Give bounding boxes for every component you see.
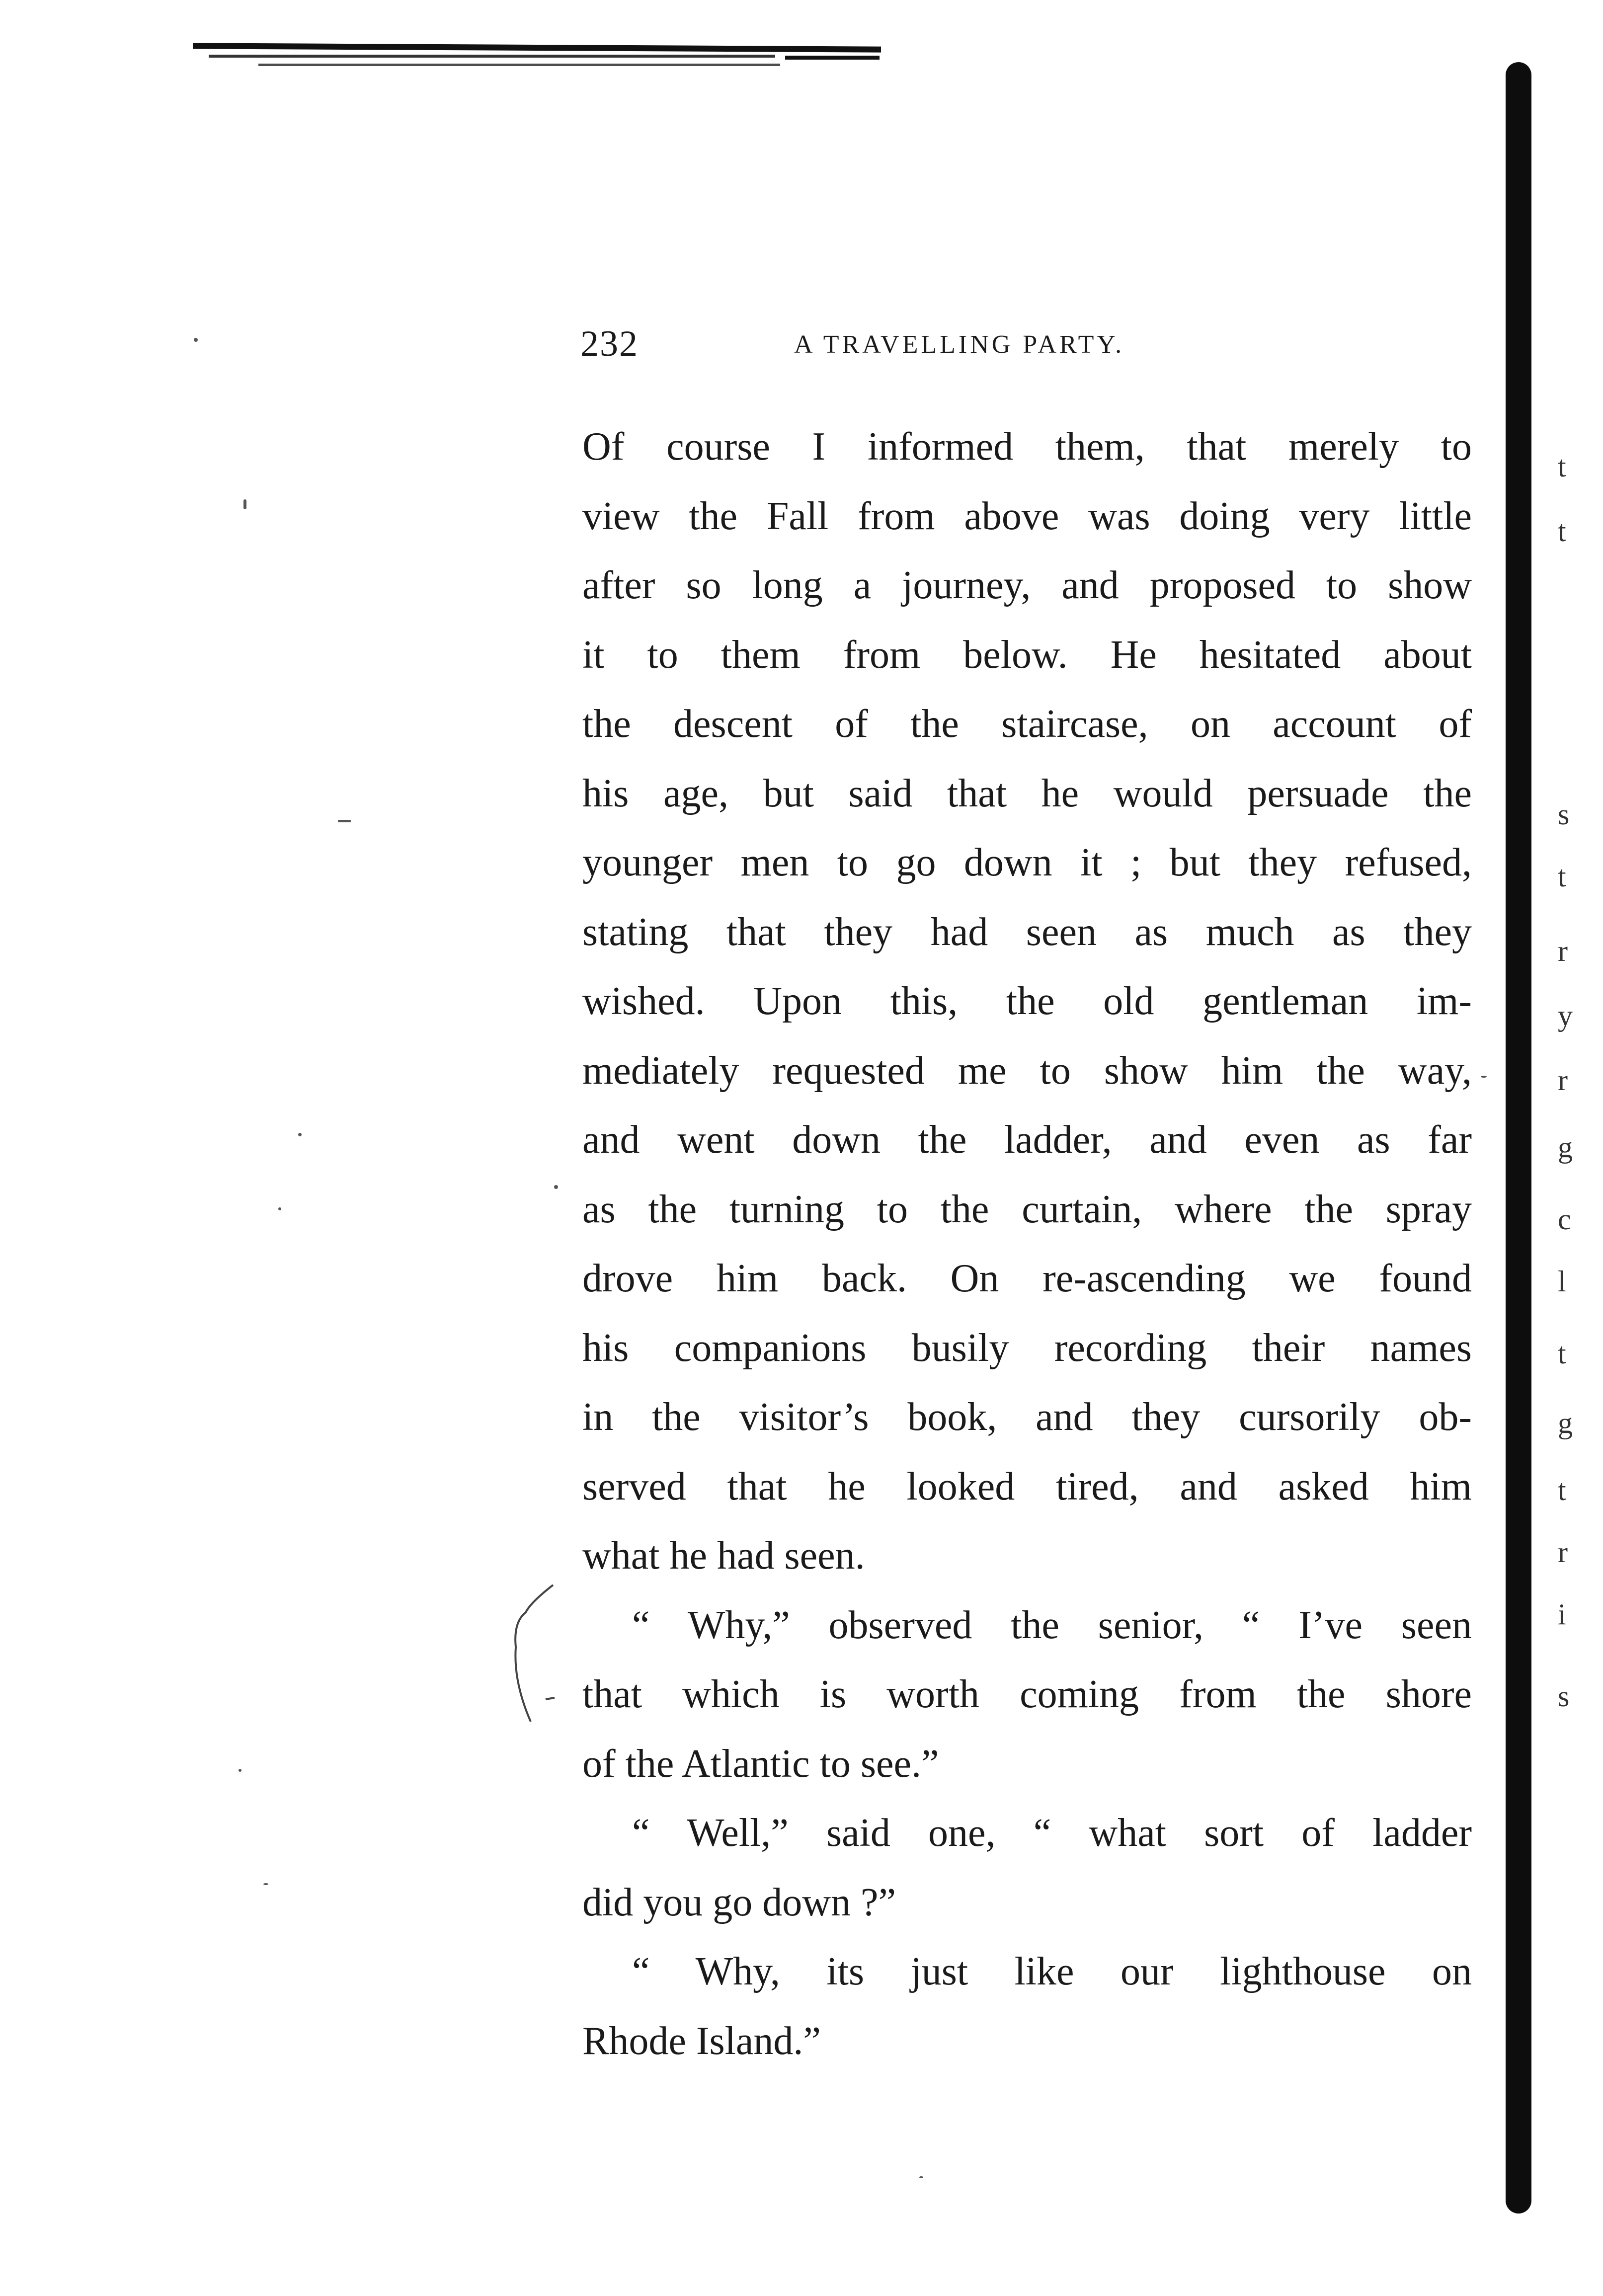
text-line: of the Atlantic to see.” <box>582 1742 939 1786</box>
text-line: younger men to go down it ; but they refused, <box>582 841 1472 884</box>
edge-glyph: l <box>1558 1265 1566 1298</box>
scan-speck <box>338 820 351 822</box>
edge-glyph: r <box>1558 935 1568 967</box>
text-line: “ Why, its just like our lighthouse on <box>632 1950 1472 1993</box>
edge-glyph: t <box>1558 515 1566 548</box>
edge-glyph: r <box>1558 1064 1568 1097</box>
body-text <box>582 412 1472 2076</box>
text-line: drove him back. On re-ascending we found <box>582 1257 1472 1300</box>
scan-speck <box>1481 1076 1487 1078</box>
scan-speck <box>243 499 246 509</box>
edge-glyph: t <box>1558 1337 1566 1370</box>
scan-speck <box>194 338 198 342</box>
edge-glyph: i <box>1558 1598 1566 1631</box>
edge-glyph: s <box>1558 1680 1570 1713</box>
edge-glyph: t <box>1558 1474 1566 1506</box>
text-line: in the visitor’s book, and they cursorily ob- <box>582 1395 1472 1439</box>
binding-shadow <box>1506 62 1531 2214</box>
text-line: “ Well,” said one, “ what sort of ladder <box>632 1811 1472 1855</box>
text-line: wished. Upon this, the old gentleman im- <box>582 979 1472 1023</box>
edge-glyph: c <box>1558 1203 1571 1236</box>
top-rule <box>785 56 880 60</box>
scan-speck <box>239 1769 241 1772</box>
text-line: served that he looked tired, and asked him <box>582 1464 1472 1508</box>
scan-speck <box>298 1133 302 1136</box>
top-rule <box>209 55 775 58</box>
edge-glyph: y <box>1558 999 1573 1032</box>
text-line: that which is worth coming from the shore <box>582 1672 1472 1716</box>
text-line: did you go down ?” <box>582 1880 896 1924</box>
text-line: the descent of the staircase, on account of <box>582 702 1472 746</box>
scan-speck <box>919 2176 923 2178</box>
scan-speck <box>278 1207 281 1210</box>
top-rule <box>193 43 881 52</box>
text-line: Of course I informed them, that merely to <box>582 425 1472 469</box>
edge-glyph: g <box>1558 1131 1573 1164</box>
text-line: what he had seen. <box>582 1534 865 1578</box>
text-line: and went down the ladder, and even as far <box>582 1118 1472 1162</box>
text-line: mediately requested me to show him the way, <box>582 1048 1472 1093</box>
edge-glyph: g <box>1558 1407 1573 1439</box>
edge-glyph: s <box>1558 798 1570 831</box>
text-line: after so long a journey, and proposed to show <box>582 563 1472 607</box>
text-line: it to them from below. He hesitated about <box>582 633 1472 677</box>
text-line: his age, but said that he would persuade the <box>582 771 1472 815</box>
text-line: Rhode Island.” <box>582 2019 821 2063</box>
scan-speck <box>263 1883 268 1885</box>
edge-glyph: t <box>1558 860 1566 893</box>
margin-bracket-mark <box>511 1583 556 1727</box>
running-header <box>580 323 1271 368</box>
text-line: “ Why,” observed the senior, “ I’ve seen <box>632 1603 1472 1647</box>
running-title: A TRAVELLING PARTY. <box>794 330 1125 359</box>
text-line: his companions busily recording their names <box>582 1326 1472 1370</box>
edge-glyph: t <box>1558 450 1566 483</box>
text-line: view the Fall from above was doing very little <box>582 494 1472 538</box>
edge-glyph: r <box>1558 1536 1568 1569</box>
page-number: 232 <box>580 323 639 364</box>
scan-speck <box>554 1185 558 1189</box>
text-line: as the turning to the curtain, where the spray <box>582 1187 1472 1231</box>
text-line: stating that they had seen as much as they <box>582 910 1472 954</box>
top-rule <box>258 64 780 66</box>
